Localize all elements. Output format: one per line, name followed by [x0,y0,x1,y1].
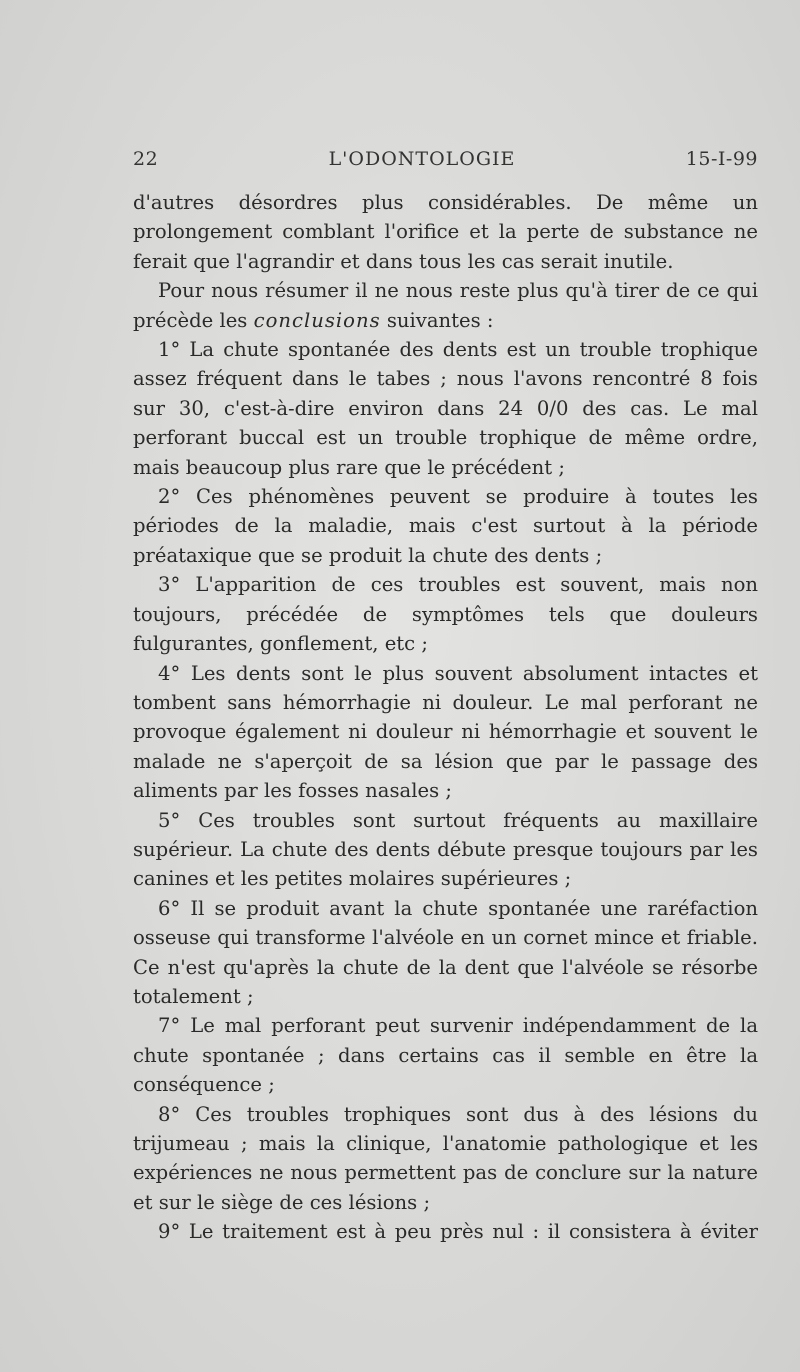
conclusions-word: conclusions [253,308,381,332]
paragraph-continuation: d'autres désordres plus considérables. De même un prolongement comblant l'orifice et la perte de substance ne ferait que l'agrandir et dans tous les cas serait inutile. [133,191,758,273]
conclusion-7: 7° Le mal perforant peut survenir indépendamment de la chute spontanée ; dans certains cas il semble en être la conséquence ; [133,1014,758,1097]
conclusion-8: 8° Ces troubles trophiques sont dus à des lésions du trijumeau ; mais la clinique, l'anatomie pathologique et les expériences ne nous permettent pas de conclure sur la nature et sur le siège de ces lésions ; [133,1102,758,1214]
page-number: 22 [133,148,159,170]
conclusion-6: 6° Il se produit avant la chute spontanée une raréfaction osseuse qui transforme l'alvéole en un cornet mince et friable. Ce n'est qu'après la chute de la dent que l'alvéole se résorbe totalement ; [133,896,758,1008]
conclusion-5: 5° Ces troubles sont surtout fréquents au maxillaire supérieur. La chute des dents débute presque toujours par les canines et les petites molaires supérieures ; [133,808,758,891]
conclusion-9: 9° Le traitement est à peu près nul : il consistera à éviter [158,1220,758,1244]
body-text [133,188,758,1247]
summary-intro-text: Pour nous résumer il ne nous reste plus qu'à tirer de ce qui précède les [133,279,758,332]
conclusion-1: 1° La chute spontanée des dents est un trouble trophique assez fréquent dans le tabes ; nous l'avons rencontré 8 fois sur 30, c'est-à-dire environ dans 24 0/0 des cas. Le mal perforant buccal est un trouble trophique de même ordre, mais beaucoup plus rare que le précédent ; [133,338,758,479]
paragraph-summary-intro [133,276,758,335]
conclusion-4: 4° Les dents sont le plus souvent absolument intactes et tombent sans hémorrhagie ni douleur. Le mal perforant ne provoque également ni douleur ni hémorrhagie et souvent le malade ne s'aperçoit de sa lésion que par le passage des aliments par les fosses nasales ; [133,661,758,803]
conclusion-3: 3° L'apparition de ces troubles est souvent, mais non toujours, précédée de symptômes tels que douleurs fulgurantes, gonflement, etc ; [133,573,758,656]
issue-date: 15-I-99 [685,148,758,170]
running-header [133,148,758,178]
summary-intro-end: suivantes : [380,308,494,332]
document-page [133,148,758,1247]
conclusion-2: 2° Ces phénomènes peuvent se produire à toutes les périodes de la maladie, mais c'est surtout à la période préataxique que se produit la chute des dents ; [133,485,758,567]
running-title: L'ODONTOLOGIE [328,148,516,170]
